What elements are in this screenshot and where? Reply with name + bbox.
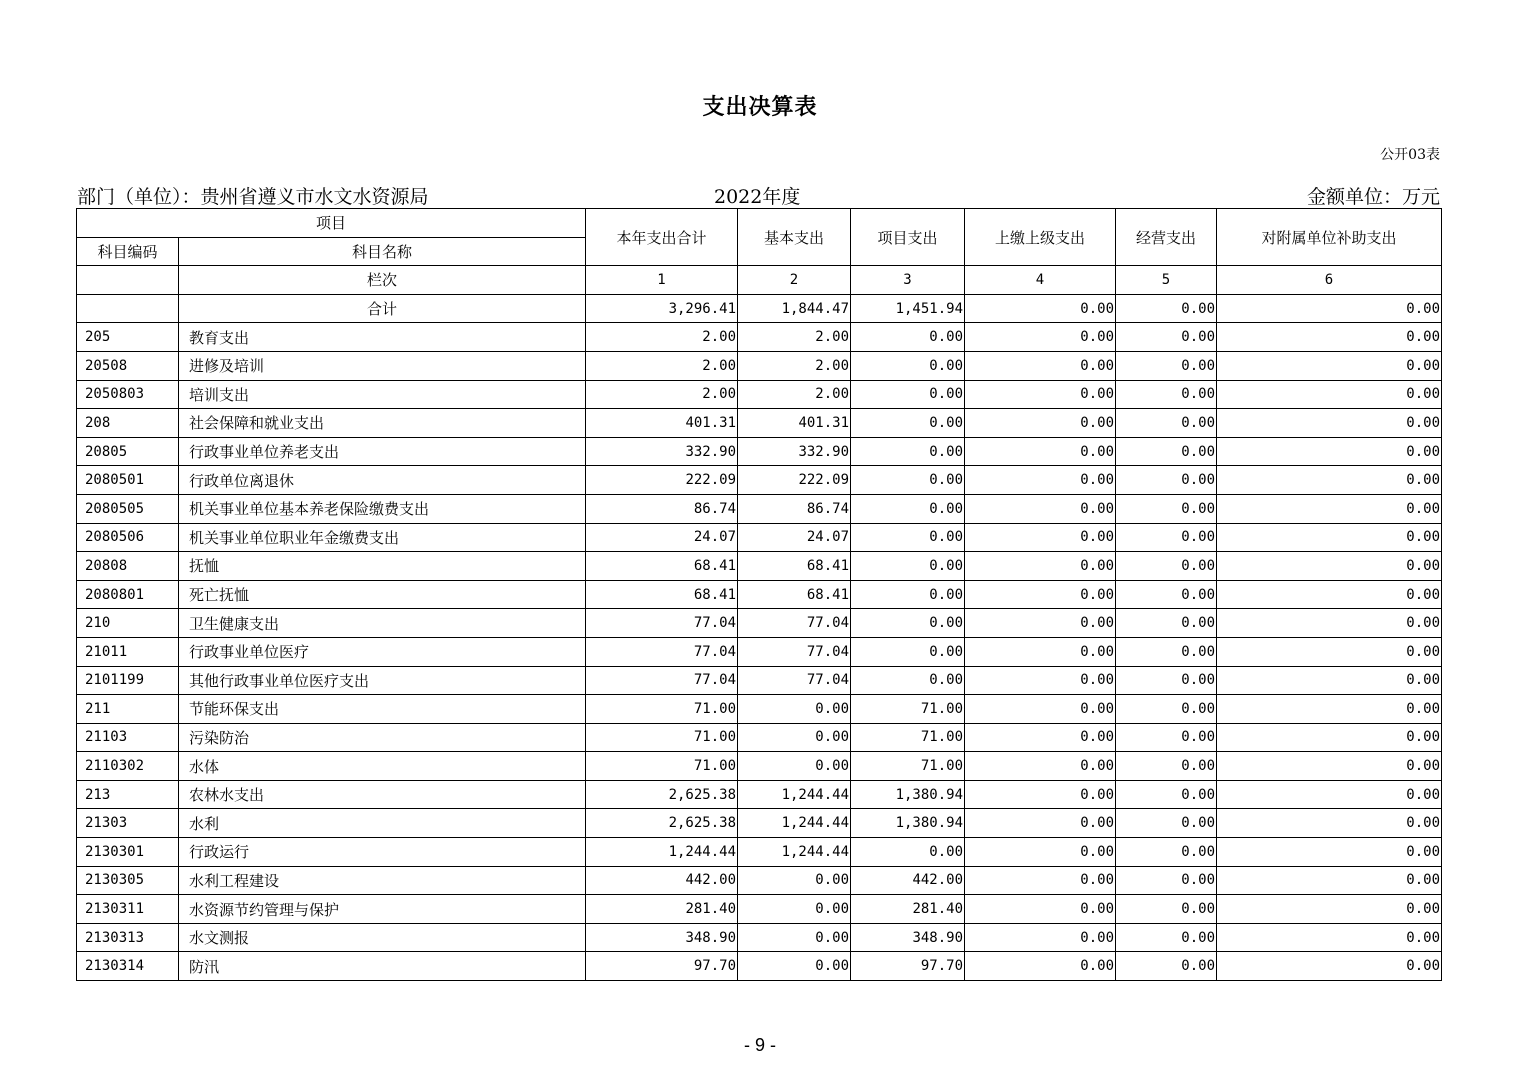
amount-cell: 0.00 <box>1116 666 1217 695</box>
amount-cell: 0.00 <box>851 437 965 466</box>
report-meta <box>77 182 1440 208</box>
amount-cell: 0.00 <box>1116 580 1217 609</box>
table-row <box>77 637 1442 666</box>
amount-cell: 348.90 <box>586 923 738 952</box>
amount-cell: 97.70 <box>586 952 738 981</box>
amount-cell: 0.00 <box>1217 723 1442 752</box>
table-row <box>77 437 1442 466</box>
table-row <box>77 466 1442 495</box>
table-row <box>77 323 1442 352</box>
header-subsidy: 对附属单位补助支出 <box>1217 209 1442 266</box>
amount-cell: 0.00 <box>965 609 1116 638</box>
subject-code: 2130311 <box>77 895 179 924</box>
amount-cell: 0.00 <box>851 494 965 523</box>
table-row <box>77 895 1442 924</box>
column-number: 4 <box>965 266 1116 295</box>
table-row <box>77 923 1442 952</box>
subject-code: 21103 <box>77 723 179 752</box>
amount-cell: 2.00 <box>738 351 851 380</box>
amount-cell: 0.00 <box>1116 923 1217 952</box>
header-project: 项目 <box>77 209 586 238</box>
amount-cell: 0.00 <box>1217 323 1442 352</box>
amount-cell: 71.00 <box>851 695 965 724</box>
amount-cell: 401.31 <box>738 409 851 438</box>
amount-cell: 0.00 <box>965 523 1116 552</box>
amount-cell: 0.00 <box>1116 323 1217 352</box>
amount-cell: 281.40 <box>851 895 965 924</box>
amount-cell: 0.00 <box>1217 580 1442 609</box>
fiscal-year: 2022年度 <box>714 186 801 208</box>
amount-cell: 1,244.44 <box>586 838 738 867</box>
subject-name: 防汛 <box>179 952 586 981</box>
subject-code: 21303 <box>77 809 179 838</box>
amount-cell: 0.00 <box>1116 409 1217 438</box>
table-row <box>77 609 1442 638</box>
subject-name: 水体 <box>179 752 586 781</box>
amount-cell: 0.00 <box>965 351 1116 380</box>
amount-cell: 2.00 <box>586 380 738 409</box>
amount-cell: 0.00 <box>1217 466 1442 495</box>
amount-cell: 0.00 <box>1116 494 1217 523</box>
subject-name: 教育支出 <box>179 323 586 352</box>
amount-cell: 332.90 <box>738 437 851 466</box>
table-row <box>77 780 1442 809</box>
subject-code: 2080501 <box>77 466 179 495</box>
header-row-1 <box>77 209 1442 238</box>
amount-cell: 0.00 <box>1217 923 1442 952</box>
subject-code: 2130301 <box>77 838 179 867</box>
amount-cell: 0.00 <box>851 323 965 352</box>
expenditure-table <box>76 208 1442 981</box>
table-row <box>77 809 1442 838</box>
subject-code: 2080505 <box>77 494 179 523</box>
subject-code: 21011 <box>77 637 179 666</box>
amount-cell: 0.00 <box>1116 723 1217 752</box>
department-label: 部门（单位）：贵州省遵义市水文水资源局 <box>77 186 429 208</box>
amount-cell: 0.00 <box>965 895 1116 924</box>
amount-cell: 0.00 <box>1116 466 1217 495</box>
amount-cell: 0.00 <box>965 809 1116 838</box>
amount-cell: 0.00 <box>851 609 965 638</box>
subject-code: 20805 <box>77 437 179 466</box>
total-value: 3,296.41 <box>586 294 738 323</box>
amount-cell: 0.00 <box>965 494 1116 523</box>
amount-cell: 0.00 <box>851 380 965 409</box>
total-value: 1,844.47 <box>738 294 851 323</box>
amount-cell: 1,244.44 <box>738 838 851 867</box>
table-row <box>77 380 1442 409</box>
amount-cell: 0.00 <box>1116 809 1217 838</box>
subject-name: 农林水支出 <box>179 780 586 809</box>
amount-cell: 77.04 <box>586 637 738 666</box>
header-basic: 基本支出 <box>738 209 851 266</box>
amount-cell: 0.00 <box>738 695 851 724</box>
subject-name: 水利工程建设 <box>179 866 586 895</box>
amount-cell: 1,244.44 <box>738 809 851 838</box>
subject-name: 水利 <box>179 809 586 838</box>
subject-code: 208 <box>77 409 179 438</box>
amount-cell: 0.00 <box>1217 780 1442 809</box>
table-row <box>77 523 1442 552</box>
subject-code: 20508 <box>77 351 179 380</box>
amount-cell: 0.00 <box>965 552 1116 581</box>
amount-cell: 2,625.38 <box>586 780 738 809</box>
amount-cell: 0.00 <box>851 351 965 380</box>
table-row <box>77 666 1442 695</box>
total-value: 1,451.94 <box>851 294 965 323</box>
total-value: 0.00 <box>965 294 1116 323</box>
amount-cell: 0.00 <box>965 437 1116 466</box>
amount-cell: 0.00 <box>1217 380 1442 409</box>
subject-code: 2050803 <box>77 380 179 409</box>
amount-cell: 71.00 <box>586 695 738 724</box>
header-business: 经营支出 <box>1116 209 1217 266</box>
subject-name: 水资源节约管理与保护 <box>179 895 586 924</box>
amount-cell: 71.00 <box>851 723 965 752</box>
amount-cell: 0.00 <box>1217 552 1442 581</box>
column-number-label: 栏次 <box>179 266 586 295</box>
amount-cell: 0.00 <box>965 580 1116 609</box>
amount-cell: 0.00 <box>1116 380 1217 409</box>
amount-cell: 0.00 <box>965 752 1116 781</box>
amount-cell: 97.70 <box>851 952 965 981</box>
amount-cell: 0.00 <box>738 752 851 781</box>
amount-cell: 0.00 <box>965 323 1116 352</box>
amount-cell: 222.09 <box>586 466 738 495</box>
amount-cell: 68.41 <box>586 552 738 581</box>
amount-cell: 348.90 <box>851 923 965 952</box>
amount-cell: 0.00 <box>1116 780 1217 809</box>
amount-cell: 1,244.44 <box>738 780 851 809</box>
amount-cell: 2,625.38 <box>586 809 738 838</box>
subject-name: 行政事业单位养老支出 <box>179 437 586 466</box>
table-row <box>77 838 1442 867</box>
page-title: 支出决算表 <box>702 94 818 120</box>
subject-name: 培训支出 <box>179 380 586 409</box>
amount-cell: 0.00 <box>1217 351 1442 380</box>
amount-cell: 281.40 <box>586 895 738 924</box>
amount-cell: 0.00 <box>965 637 1116 666</box>
column-number: 5 <box>1116 266 1217 295</box>
header-code: 科目编码 <box>77 237 179 266</box>
amount-cell: 2.00 <box>586 351 738 380</box>
column-number: 1 <box>586 266 738 295</box>
amount-cell: 0.00 <box>1116 437 1217 466</box>
amount-cell: 0.00 <box>1217 666 1442 695</box>
amount-cell: 77.04 <box>738 666 851 695</box>
amount-cell: 0.00 <box>965 666 1116 695</box>
table-row <box>77 580 1442 609</box>
subject-code: 20808 <box>77 552 179 581</box>
subject-code: 2130314 <box>77 952 179 981</box>
amount-cell: 0.00 <box>851 838 965 867</box>
header-total: 本年支出合计 <box>586 209 738 266</box>
amount-cell: 0.00 <box>1116 838 1217 867</box>
amount-cell: 0.00 <box>851 580 965 609</box>
amount-cell: 442.00 <box>851 866 965 895</box>
subject-code: 2080801 <box>77 580 179 609</box>
amount-cell: 0.00 <box>965 466 1116 495</box>
total-label: 合计 <box>179 294 586 323</box>
total-value: 0.00 <box>1116 294 1217 323</box>
amount-cell: 0.00 <box>851 523 965 552</box>
subject-code: 2110302 <box>77 752 179 781</box>
amount-cell: 0.00 <box>1116 752 1217 781</box>
amount-cell: 24.07 <box>738 523 851 552</box>
total-value: 0.00 <box>1217 294 1442 323</box>
amount-cell: 0.00 <box>1217 695 1442 724</box>
amount-cell: 332.90 <box>586 437 738 466</box>
amount-cell: 77.04 <box>738 609 851 638</box>
amount-cell: 71.00 <box>851 752 965 781</box>
amount-cell: 68.41 <box>738 580 851 609</box>
subject-name: 行政事业单位医疗 <box>179 637 586 666</box>
amount-cell: 2.00 <box>738 323 851 352</box>
amount-cell: 24.07 <box>586 523 738 552</box>
amount-cell: 0.00 <box>1116 609 1217 638</box>
total-code-empty <box>77 294 179 323</box>
amount-cell: 77.04 <box>586 609 738 638</box>
amount-cell: 0.00 <box>965 952 1116 981</box>
amount-cell: 0.00 <box>738 952 851 981</box>
amount-cell: 0.00 <box>1217 752 1442 781</box>
subject-code: 2101199 <box>77 666 179 695</box>
amount-cell: 0.00 <box>851 637 965 666</box>
amount-cell: 1,380.94 <box>851 780 965 809</box>
subject-code: 2130313 <box>77 923 179 952</box>
subject-name: 其他行政事业单位医疗支出 <box>179 666 586 695</box>
amount-cell: 0.00 <box>1116 895 1217 924</box>
column-number: 3 <box>851 266 965 295</box>
subject-name: 进修及培训 <box>179 351 586 380</box>
amount-cell: 401.31 <box>586 409 738 438</box>
amount-cell: 0.00 <box>1217 609 1442 638</box>
amount-cell: 0.00 <box>1217 494 1442 523</box>
amount-cell: 0.00 <box>965 695 1116 724</box>
subject-name: 卫生健康支出 <box>179 609 586 638</box>
subject-name: 节能环保支出 <box>179 695 586 724</box>
amount-cell: 0.00 <box>965 923 1116 952</box>
amount-cell: 0.00 <box>1116 952 1217 981</box>
amount-cell: 0.00 <box>1217 952 1442 981</box>
table-row <box>77 409 1442 438</box>
amount-cell: 86.74 <box>738 494 851 523</box>
amount-cell: 0.00 <box>738 866 851 895</box>
table-row <box>77 752 1442 781</box>
amount-cell: 0.00 <box>1217 866 1442 895</box>
amount-cell: 77.04 <box>586 666 738 695</box>
amount-cell: 1,380.94 <box>851 809 965 838</box>
subject-name: 机关事业单位基本养老保险缴费支出 <box>179 494 586 523</box>
subject-name: 行政运行 <box>179 838 586 867</box>
amount-cell: 0.00 <box>1217 895 1442 924</box>
amount-cell: 0.00 <box>1217 523 1442 552</box>
amount-cell: 0.00 <box>851 409 965 438</box>
amount-cell: 71.00 <box>586 723 738 752</box>
subject-code: 211 <box>77 695 179 724</box>
table-row <box>77 723 1442 752</box>
amount-cell: 442.00 <box>586 866 738 895</box>
table-row <box>77 952 1442 981</box>
amount-cell: 0.00 <box>965 838 1116 867</box>
amount-unit: 金额单位：万元 <box>1306 186 1440 208</box>
column-number: 2 <box>738 266 851 295</box>
amount-cell: 77.04 <box>738 637 851 666</box>
header-upper: 上缴上级支出 <box>965 209 1116 266</box>
amount-cell: 0.00 <box>1116 351 1217 380</box>
amount-cell: 0.00 <box>965 380 1116 409</box>
page-number: - 9 - <box>743 1035 776 1055</box>
amount-cell: 0.00 <box>1217 637 1442 666</box>
subject-name: 死亡抚恤 <box>179 580 586 609</box>
amount-cell: 0.00 <box>965 780 1116 809</box>
amount-cell: 0.00 <box>1217 409 1442 438</box>
header-project-exp: 项目支出 <box>851 209 965 266</box>
amount-cell: 0.00 <box>1116 866 1217 895</box>
subject-code: 2130305 <box>77 866 179 895</box>
amount-cell: 71.00 <box>586 752 738 781</box>
table-row <box>77 552 1442 581</box>
amount-cell: 0.00 <box>1217 437 1442 466</box>
amount-cell: 0.00 <box>738 723 851 752</box>
amount-cell: 0.00 <box>738 895 851 924</box>
subject-code: 213 <box>77 780 179 809</box>
amount-cell: 0.00 <box>851 666 965 695</box>
subject-name: 水文测报 <box>179 923 586 952</box>
amount-cell: 68.41 <box>738 552 851 581</box>
amount-cell: 0.00 <box>1116 552 1217 581</box>
table-row <box>77 866 1442 895</box>
table-row <box>77 494 1442 523</box>
amount-cell: 0.00 <box>1116 695 1217 724</box>
subject-name: 抚恤 <box>179 552 586 581</box>
form-number: 公开03表 <box>1380 147 1440 163</box>
amount-cell: 0.00 <box>1116 637 1217 666</box>
subject-name: 污染防治 <box>179 723 586 752</box>
subject-name: 机关事业单位职业年金缴费支出 <box>179 523 586 552</box>
amount-cell: 2.00 <box>738 380 851 409</box>
amount-cell: 0.00 <box>1217 809 1442 838</box>
amount-cell: 86.74 <box>586 494 738 523</box>
amount-cell: 0.00 <box>1116 523 1217 552</box>
column-number-row <box>77 266 1442 295</box>
subject-code: 205 <box>77 323 179 352</box>
amount-cell: 222.09 <box>738 466 851 495</box>
amount-cell: 0.00 <box>738 923 851 952</box>
amount-cell: 0.00 <box>851 552 965 581</box>
total-row <box>77 294 1442 323</box>
table-row <box>77 695 1442 724</box>
column-number: 6 <box>1217 266 1442 295</box>
header-name: 科目名称 <box>179 237 586 266</box>
amount-cell: 0.00 <box>1217 838 1442 867</box>
amount-cell: 2.00 <box>586 323 738 352</box>
amount-cell: 0.00 <box>965 866 1116 895</box>
amount-cell: 0.00 <box>965 409 1116 438</box>
table-row <box>77 351 1442 380</box>
column-number-empty <box>77 266 179 295</box>
subject-code: 2080506 <box>77 523 179 552</box>
subject-name: 社会保障和就业支出 <box>179 409 586 438</box>
subject-name: 行政单位离退休 <box>179 466 586 495</box>
amount-cell: 0.00 <box>965 723 1116 752</box>
amount-cell: 0.00 <box>851 466 965 495</box>
amount-cell: 68.41 <box>586 580 738 609</box>
subject-code: 210 <box>77 609 179 638</box>
